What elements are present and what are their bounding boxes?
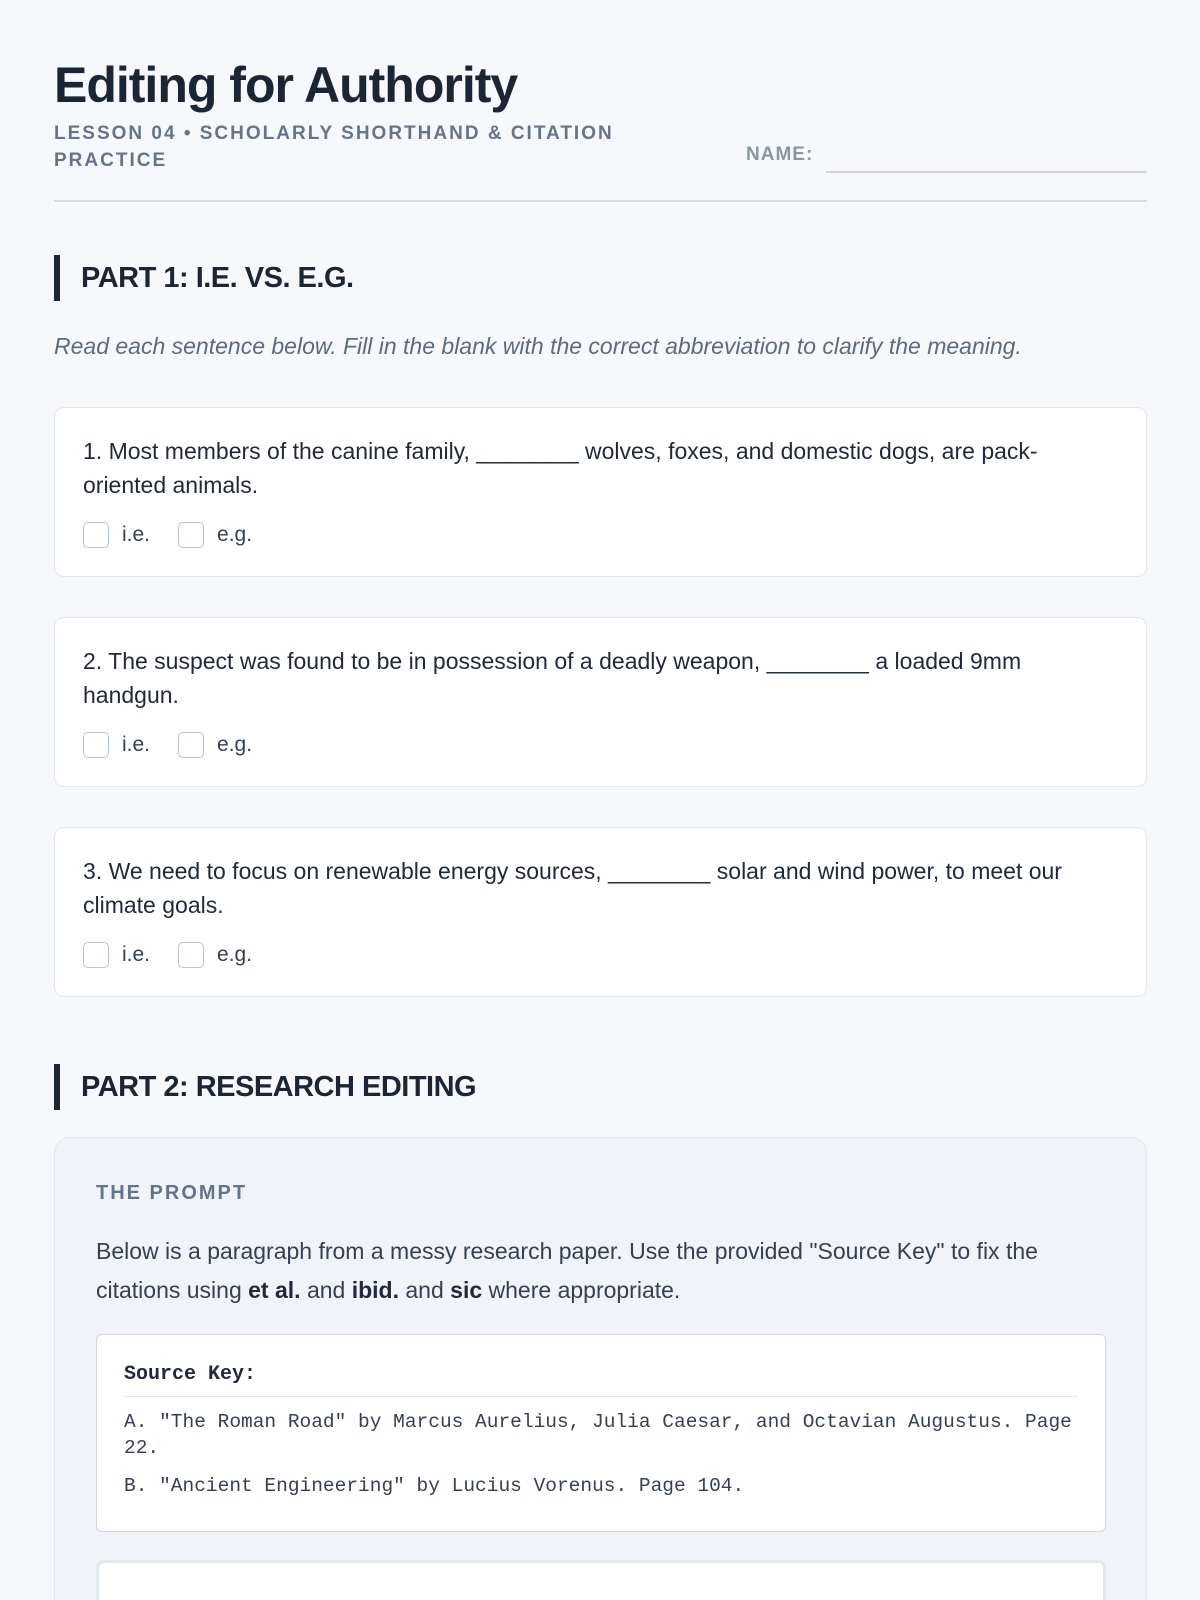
term-et-al: et al. (248, 1277, 301, 1303)
answer-options (83, 522, 280, 548)
question-text: 3. We need to focus on renewable energy sources, ________ solar and wind power, to meet our climate goals. (83, 858, 1062, 918)
source-key-box (96, 1334, 1106, 1532)
research-paragraph-box (96, 1560, 1106, 1600)
prompt-text-part: Below is a paragraph from a messy research paper. Use the provided "Source Key" to fix the citations using (96, 1238, 1038, 1303)
question-text: 2. The suspect was found to be in possession of a deadly weapon, ________ a loaded 9mm handgun. (83, 648, 1022, 708)
prompt-text (96, 1232, 1096, 1310)
prompt-panel (54, 1137, 1147, 1600)
option-label: e.g. (217, 523, 253, 546)
checkbox[interactable] (83, 732, 109, 758)
prompt-label: THE PROMPT (96, 1182, 248, 1204)
prompt-text-part: and (399, 1277, 451, 1303)
checkbox[interactable] (178, 942, 204, 968)
part1-instructions: Read each sentence below. Fill in the blank with the correct abbreviation to clarify the meaning. (54, 333, 1022, 359)
checkbox[interactable] (83, 942, 109, 968)
part2-heading: PART 2: RESEARCH EDITING (54, 1064, 1147, 1110)
question-card-1 (54, 407, 1147, 577)
checkbox[interactable] (83, 522, 109, 548)
question-card-2 (54, 617, 1147, 787)
part1-heading: PART 1: I.E. VS. E.G. (54, 255, 1147, 301)
lesson-subtitle: LESSON 04 • SCHOLARLY SHORTHAND & CITATION PRACTICE (54, 123, 614, 171)
option-label: i.e. (122, 943, 151, 966)
option-label: i.e. (122, 523, 151, 546)
question-text: 1. Most members of the canine family, ________ wolves, foxes, and domestic dogs, are pack-oriented animals. (83, 438, 1038, 498)
option-ie[interactable] (83, 732, 150, 758)
header-divider (54, 200, 1147, 202)
checkbox[interactable] (178, 732, 204, 758)
checkbox[interactable] (178, 522, 204, 548)
option-eg[interactable] (178, 732, 252, 758)
name-label: NAME: (746, 144, 814, 165)
option-eg[interactable] (178, 942, 252, 968)
question-card-3 (54, 827, 1147, 997)
name-field[interactable] (826, 171, 1147, 173)
option-label: i.e. (122, 733, 151, 756)
option-label: e.g. (217, 733, 253, 756)
term-sic: sic (450, 1277, 483, 1303)
prompt-text-part: and (300, 1277, 352, 1303)
option-eg[interactable] (178, 522, 252, 548)
answer-options (83, 942, 280, 968)
term-ibid: ibid. (351, 1277, 399, 1303)
option-label: e.g. (217, 943, 253, 966)
option-ie[interactable] (83, 522, 150, 548)
source-key-title: Source Key: (124, 1363, 1078, 1397)
source-entry-b: B. "Ancient Engineering" by Lucius Vorenus. Page 104. (124, 1475, 745, 1497)
page-title: Editing for Authority (54, 57, 518, 113)
option-ie[interactable] (83, 942, 150, 968)
answer-options (83, 732, 280, 758)
source-entry-a: A. "The Roman Road" by Marcus Aurelius, Julia Caesar, and Octavian Augustus. Page 22. (124, 1411, 1072, 1459)
prompt-text-part: where appropriate. (482, 1277, 681, 1303)
